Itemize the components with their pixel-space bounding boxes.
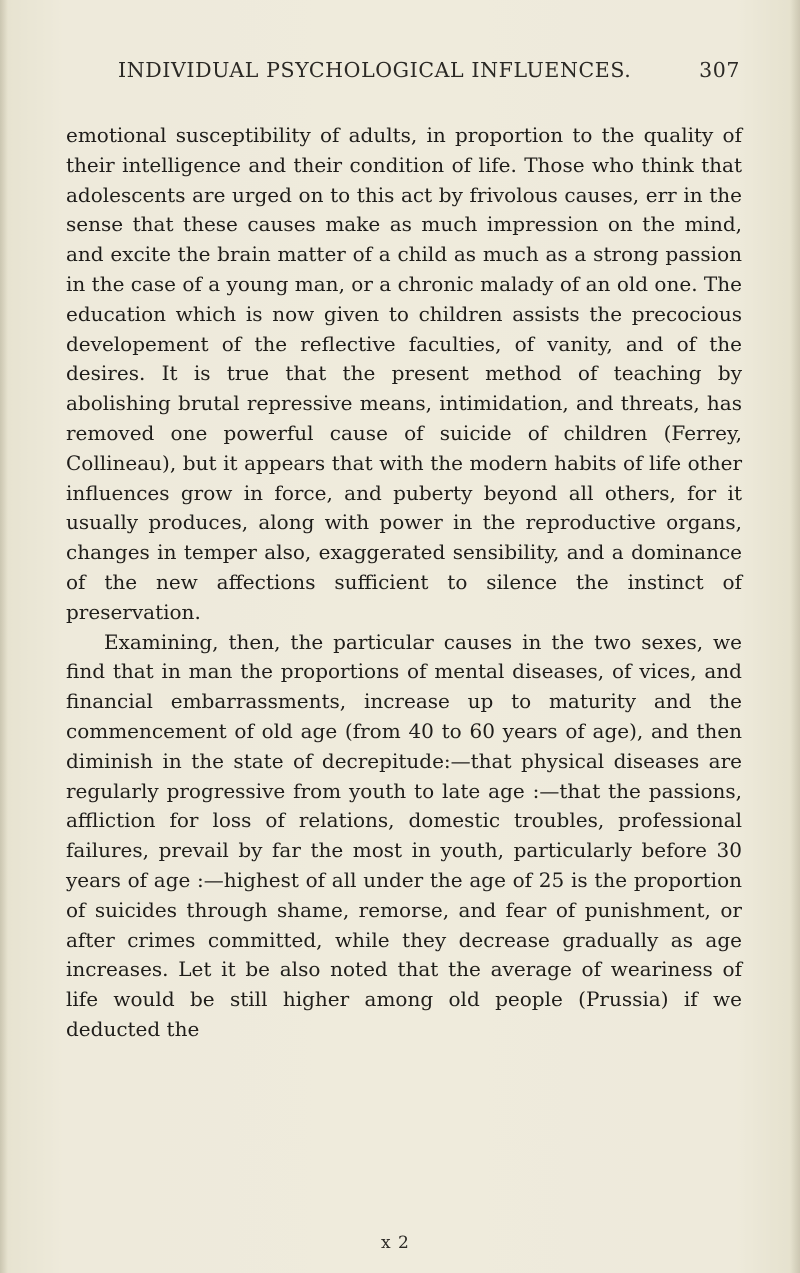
page-header	[118, 58, 740, 92]
page-left-shadow	[0, 0, 8, 1273]
running-title: INDIVIDUAL PSYCHOLOGICAL INFLUENCES.	[118, 58, 632, 82]
paragraph-continued: emotional susceptibility of adults, in proportion to the quality of their intelligence and their condition of life. Those who think that adolescents are urged on to this act by frivolous causes, err in the sense that these causes make as much impression on the mind, and excite the brain matter of a child as much as a strong passion in the case of a young man, or a chronic malady of an old one. The education which is now given to children assists the precocious developement of the reflective faculties, of vanity, and of the desires. It is true that the present method of teaching by abolishing brutal repressive means, intimidation, and threats, has removed one powerful cause of suicide of children (Ferrey, Collineau), but it appears that with the modern habits of life other influences grow in force, and puberty beyond all others, for it usually produces, along with power in the reproductive organs, changes in temper also, exaggerated sensibility, and a dominance of the new affections sufficient to silence the instinct of preservation.	[66, 123, 742, 624]
body-text	[66, 121, 742, 1045]
signature-mark: x 2	[381, 1233, 410, 1253]
page-number: 307	[699, 58, 740, 82]
paragraph-examining: Examining, then, the particular causes in the two sexes, we find that in man the proportions of mental diseases, of vices, and financial embarrassments, increase up to maturity and the commencement of old age (from 40 to 60 years of age), and then diminish in the state of decrepitude:—that physical diseases are regularly progressive from youth to late age :—that the passions, affliction for loss of relations, domestic troubles, professional failures, prevail by far the most in youth, particularly before 30 years of age :—highest of all under the age of 25 is the proportion of suicides through shame, remorse, and fear of punishment, or after crimes committed, while they decrease gradually as age increases. Let it be also noted that the average of weariness of life would be still higher among old people (Prussia) if we deducted the	[66, 629, 742, 1041]
page-right-shadow	[790, 0, 800, 1273]
